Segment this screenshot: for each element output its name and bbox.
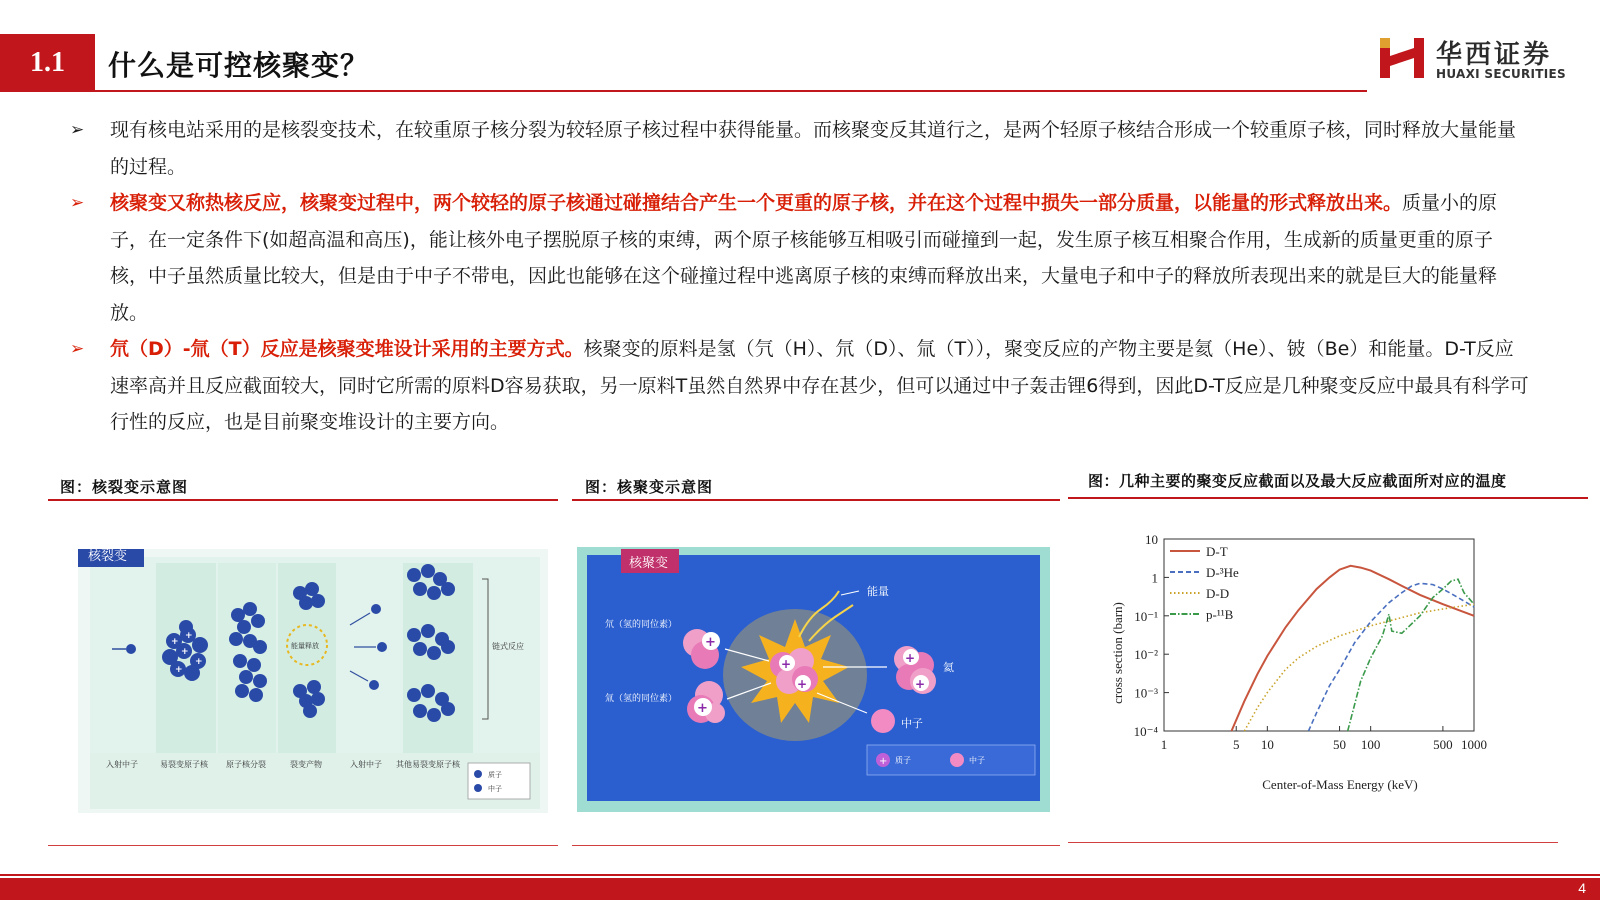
logo-chinese-name: 华西证券	[1436, 40, 1553, 70]
x-tick-label: 500	[1433, 737, 1453, 752]
fusion-diagram	[577, 547, 1050, 812]
cross-section-figure-bottom-line	[1068, 842, 1558, 843]
y-tick-label: 10⁻⁴	[1133, 724, 1158, 739]
cross-section-caption-underline	[1068, 497, 1588, 499]
y-tick-label: 1	[1151, 570, 1158, 586]
svg-text:+: +	[705, 635, 716, 650]
fission-diagram-svg	[78, 549, 548, 813]
bullet-item-fission	[70, 112, 1530, 185]
page-title: 什么是可控核聚变？	[108, 49, 370, 82]
huaxi-logo-icon	[1378, 34, 1426, 82]
legend-neutron: 中子	[488, 785, 502, 793]
svg-text:+: +	[175, 665, 183, 675]
legend-entry: D-T	[1206, 544, 1228, 559]
helium-label: 氦	[943, 661, 954, 674]
y-tick-label: 10⁻¹	[1134, 608, 1158, 624]
title-separator	[95, 34, 105, 92]
company-logo	[1378, 34, 1578, 84]
x-tick-label: 50	[1333, 737, 1347, 752]
legend-neutron: 中子	[969, 756, 985, 765]
footer-line	[0, 874, 1600, 876]
bullet-item-fusion	[70, 185, 1530, 331]
svg-text:+: +	[195, 657, 203, 667]
fission-tag: 核裂变	[88, 549, 128, 564]
fusion-figure-caption: 图：核聚变示意图	[585, 478, 714, 496]
stage-label: 原子核分裂	[226, 760, 266, 769]
y-tick-label: 10	[1145, 535, 1158, 547]
svg-text:+: +	[915, 677, 926, 691]
stage-label: 其他易裂变原子核	[396, 760, 460, 769]
svg-text:+: +	[797, 677, 808, 691]
title-underline	[95, 90, 1367, 92]
legend-proton: 质子	[895, 756, 911, 765]
footer-bar	[0, 878, 1600, 900]
fusion-caption-underline	[572, 499, 1060, 501]
chain-reaction-label: 链式反应	[492, 642, 524, 651]
series-line-2	[1244, 604, 1474, 731]
series-line-0	[1232, 566, 1475, 731]
bullet-list	[70, 112, 1530, 441]
bullet-arrow-icon: ➢	[70, 193, 85, 213]
tritium-label: 氚（氢的同位素）	[605, 694, 678, 704]
legend-proton: 质子	[488, 771, 502, 779]
page-number: 4	[1578, 880, 1586, 896]
stage-label: 入射中子	[350, 760, 382, 769]
series-line-3	[1348, 579, 1474, 731]
section-number: 1.1	[0, 34, 95, 92]
x-tick-label: 1000	[1461, 737, 1487, 752]
bullet-text: 核聚变的原料是氢（氕（H）、氘（D）、氚（T）），聚变反应的产物主要是氦（He）、铍（Be）和能量。D-T反应速率高并且反应截面较大，同时它所需的原料D容易获取，另一原料T虽然自然界中存在甚少，但可以通过中子轰击锂6得到，因此D-T反应是几种聚变反应中最具有科学可行性的反应，也是目前聚变堆设计的主要方向。	[110, 338, 1529, 433]
fission-figure-bottom-line	[48, 845, 558, 846]
bullet-item-dt-reaction	[70, 331, 1530, 441]
legend-entry: D-³He	[1206, 565, 1239, 580]
x-tick-label: 5	[1232, 737, 1240, 752]
legend-entry: p-¹¹B	[1206, 607, 1234, 622]
svg-text:+: +	[181, 647, 189, 657]
bullet-arrow-icon: ➢	[70, 339, 85, 359]
bullet-highlight: 氘（D）-氚（T）反应是核聚变堆设计采用的主要方式。	[110, 338, 584, 360]
y-axis-label: cross section (barn)	[1110, 602, 1125, 704]
neutron-label: 中子	[901, 717, 923, 730]
fission-figure-caption: 图：核裂变示意图	[60, 478, 189, 496]
x-axis-label: Center-of-Mass Energy (keV)	[1262, 777, 1418, 792]
cross-section-chart-svg	[1108, 535, 1504, 795]
fusion-tag: 核聚变	[629, 556, 669, 571]
deuterium-label: 氘（氢的同位素）	[605, 620, 678, 630]
fusion-diagram-svg	[577, 547, 1050, 812]
cross-section-figure-caption: 图：几种主要的聚变反应截面以及最大反应截面所对应的温度	[1088, 472, 1507, 490]
svg-text:+: +	[697, 701, 708, 716]
energy-release-label: 能量释放	[291, 642, 319, 650]
x-tick-label: 10	[1260, 737, 1274, 752]
svg-text:+: +	[185, 631, 193, 641]
stage-label: 易裂变原子核	[160, 760, 208, 769]
fission-diagram	[78, 549, 548, 813]
x-tick-label: 100	[1360, 737, 1381, 752]
svg-text:+: +	[905, 651, 916, 665]
fusion-figure-bottom-line	[572, 845, 1060, 846]
y-tick-label: 10⁻³	[1134, 685, 1158, 701]
y-tick-label: 10⁻²	[1134, 647, 1158, 663]
fission-caption-underline	[48, 499, 558, 501]
stage-label: 裂变产物	[290, 760, 322, 769]
legend-entry: D-D	[1206, 586, 1230, 601]
bullet-text: 现有核电站采用的是核裂变技术，在较重原子核分裂为较轻原子核过程中获得能量。而核聚变反其道行之，是两个轻原子核结合形成一个较重原子核，同时释放大量能量的过程。	[110, 119, 1517, 178]
energy-label: 能量	[867, 585, 889, 598]
svg-text:+: +	[879, 756, 888, 767]
series-line-1	[1309, 583, 1475, 731]
logo-english-name: HUAXI SECURITIES	[1436, 67, 1566, 81]
cross-section-chart	[1108, 535, 1504, 795]
bullet-highlight: 核聚变又称热核反应，核聚变过程中，两个较轻的原子核通过碰撞结合产生一个更重的原子核，并在这个过程中损失一部分质量，以能量的形式释放出来。	[110, 192, 1403, 214]
stage-label: 入射中子	[106, 760, 138, 769]
x-tick-label: 1	[1160, 737, 1168, 752]
svg-text:+: +	[171, 637, 179, 647]
svg-text:+: +	[781, 657, 792, 671]
bullet-text: 质量小的原子，在一定条件下(如超高温和高压)，能让核外电子摆脱原子核的束缚，两个原子核能够互相吸引而碰撞到一起，发生原子核互相聚合作用，生成新的质量更重的原子核，中子虽然质量比较大，但是由于中子不带电，因此也能够在这个碰撞过程中逃离原子核的束缚而释放出来，大量电子和中子的释放所表现出来的就是巨大的能量释放。	[110, 192, 1498, 324]
bullet-arrow-icon: ➢	[70, 120, 85, 140]
